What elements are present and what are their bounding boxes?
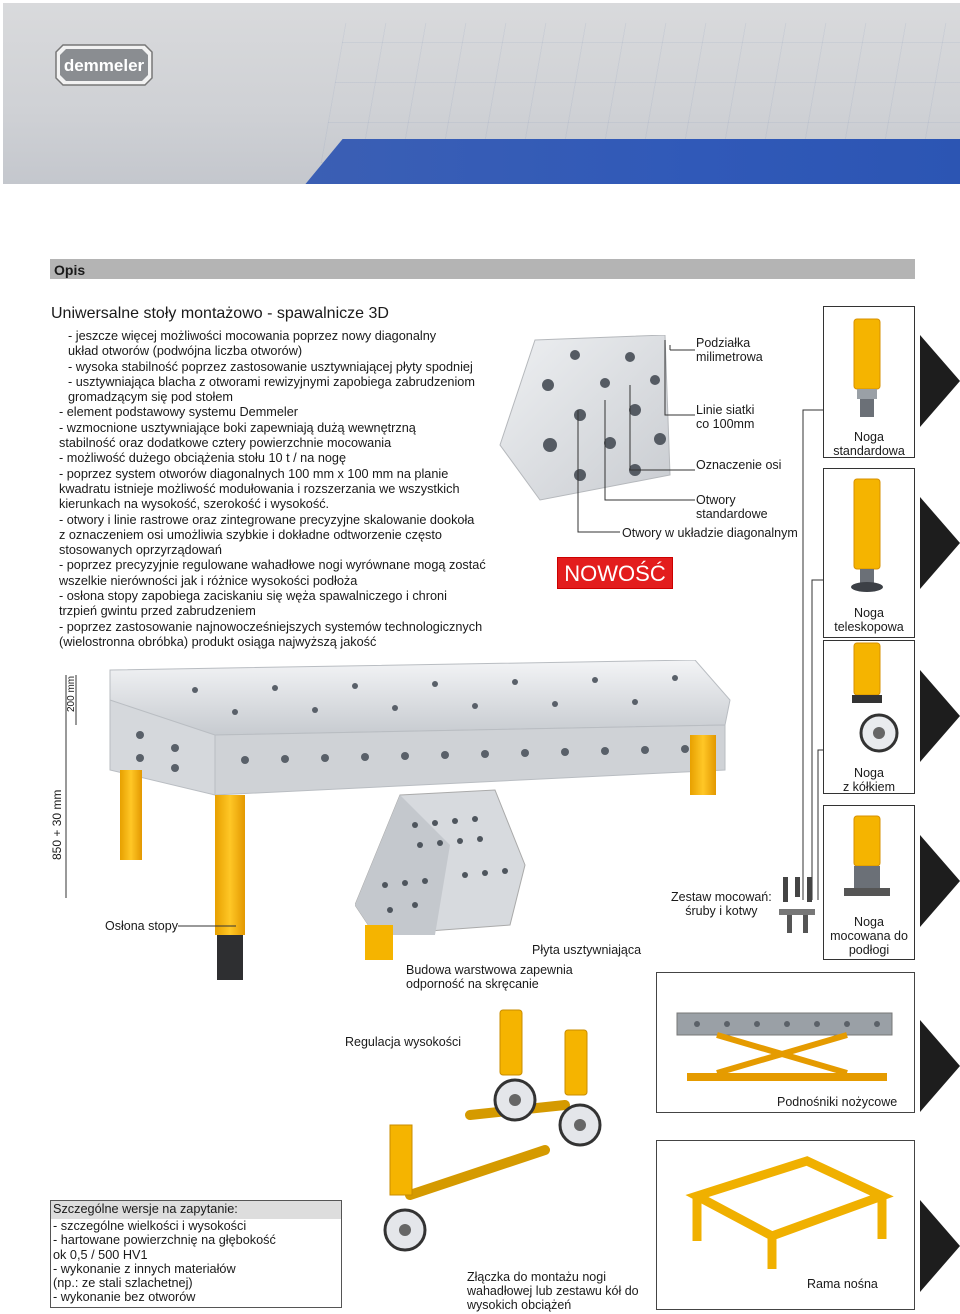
header-banner <box>3 3 960 184</box>
stiffening-plate-image <box>355 785 540 960</box>
support-frame-image <box>657 1141 914 1271</box>
desc-line: - wzmocnione usztywniające boki zapewniają dużą wewnętrzną <box>59 420 416 435</box>
callout-mount-set: Zestaw mocowań: śruby i kotwy <box>671 890 772 918</box>
specials-line: - wykonanie bez otworów <box>53 1290 196 1305</box>
plate-callout-lines <box>540 340 700 540</box>
leg-connector-lines <box>800 380 826 900</box>
desc-line: stabilność oraz dodatkowe cztery powierzchnie mocowania <box>59 436 392 451</box>
leg-standard-box <box>823 306 915 458</box>
dimension-top-label: 200 mm <box>66 675 77 712</box>
specials-line: - wykonanie z innych materiałów <box>53 1261 236 1276</box>
arrow-right-icon <box>920 670 960 762</box>
desc-line: wszelkie nierówności jak i różnice wysokości podłoża <box>59 573 358 588</box>
leg-standard-label: Noga standardowa <box>833 430 905 458</box>
caster-assembly-image <box>360 1005 635 1265</box>
leg-floor-label: Noga mocowana do podłogi <box>830 915 908 957</box>
leg-floor-image <box>824 806 914 910</box>
leg-floor-box <box>823 805 915 960</box>
specials-line: ok 0,5 / 500 HV1 <box>53 1247 148 1262</box>
desc-line: - poprzez zastosowanie najnowocześniejszych systemów technologicznych <box>59 619 483 634</box>
scissor-lift-image <box>657 973 914 1083</box>
desc-line: gromadzącym się pod stołem <box>68 390 234 405</box>
callout-connector: Złączka do montażu nogi wahadłowej lub zestawu kół do wysokich obciążeń <box>467 1270 639 1312</box>
desc-line: (wielostronna obróbka) produkt osiąga najwyższą jakość <box>59 634 377 649</box>
desc-line: - wysoka stabilność poprzez zastosowanie usztywniającej płyty spodniej <box>68 359 473 374</box>
specials-line: - szczególne wielkości i wysokości <box>53 1219 247 1233</box>
arrow-right-icon <box>920 1020 960 1112</box>
logo-text: demmeler <box>63 56 145 75</box>
blue-band <box>303 139 960 184</box>
specials-line: (np.: ze stali szlachetnej) <box>53 1276 193 1291</box>
desc-line: - osłona stopy zapobiega zaciskaniu się węża spawalniczego i chroni <box>59 589 447 604</box>
desc-line: - usztywniająca blacha z otworami rewizyjnymi zapobiega zabrudzeniom <box>68 374 475 389</box>
callout-scale: Podziałka milimetrowa <box>696 336 763 364</box>
dimension-height-label: 850 + 30 mm <box>50 789 64 860</box>
scissor-lift-box <box>656 972 915 1113</box>
scissor-lift-label: Podnośniki nożycowe <box>777 1095 898 1109</box>
desc-line: - poprzez precyzyjnie regulowane wahadłowe nogi wyrównane mogą zostać <box>59 558 486 573</box>
mount-set-image <box>775 875 820 935</box>
arrow-right-icon <box>920 835 960 927</box>
leg-telescopic-box <box>823 468 915 638</box>
callout-grid: Linie siatki co 100mm <box>696 403 755 431</box>
specials-title: Szczególne wersje na zapytanie: <box>53 1202 238 1216</box>
desc-line: kierunkach na wysokość, szerokość i wysokość. <box>59 497 330 512</box>
desc-line: - otwory i linie rastrowe oraz zintegrowane precyzyjne skalowanie dookoła <box>59 512 475 527</box>
callout-holes: Otwory standardowe <box>696 493 768 521</box>
demmeler-logo <box>55 43 153 87</box>
product-title: Uniwersalne stoły montażowo - spawalnicze 3D <box>51 305 389 322</box>
leg-caster-image <box>824 641 914 761</box>
callout-height-adj: Regulacja wysokości <box>345 1035 462 1049</box>
support-frame-label: Rama nośna <box>807 1277 878 1291</box>
desc-line: - możliwość dużego obciążenia stołu 10 t / na nogę <box>59 451 347 466</box>
callout-layered: Budowa warstwowa zapewnia odporność na skręcanie <box>406 963 573 991</box>
new-badge: NOWOŚĆ <box>557 557 673 589</box>
callout-foot-cover: Osłona stopy <box>105 919 178 933</box>
foot-cover-line <box>178 925 238 929</box>
support-frame-box <box>656 1140 915 1310</box>
leg-caster-box <box>823 640 915 794</box>
desc-line: - element podstawowy systemu Demmeler <box>59 405 299 420</box>
callout-diagonal: Otwory w układzie diagonalnym <box>622 526 798 540</box>
special-versions-box <box>50 1200 342 1308</box>
leg-caster-label: Noga z kółkiem <box>842 766 896 794</box>
specials-line: - hartowane powierzchnię na głębokość <box>53 1233 276 1248</box>
arrow-right-icon <box>920 335 960 427</box>
desc-line: trzpień gwintu przed zabrudzeniem <box>59 604 256 619</box>
callout-stiff-plate: Płyta usztywniająca <box>532 943 642 957</box>
desc-line: kwadratu istnieje możliwość modułowania i rozszerzania we wszystkich <box>59 481 460 496</box>
callout-axis: Oznaczenie osi <box>696 458 782 472</box>
desc-line: stosowanych oprzyrządowań <box>59 543 222 558</box>
section-title: Opis <box>50 259 915 279</box>
leg-standard-image <box>824 307 914 425</box>
leg-telescopic-label: Noga teleskopowa <box>834 606 904 634</box>
desc-line: - jeszcze więcej możliwości mocowania poprzez nowy diagonalny <box>68 329 437 343</box>
leg-telescopic-image <box>824 469 914 601</box>
arrow-right-icon <box>920 1200 960 1292</box>
product-description <box>59 329 529 650</box>
desc-line: - poprzez system otworów diagonalnych 100 mm x 100 mm na planie <box>59 466 449 481</box>
desc-line: układ otworów (podwójna liczba otworów) <box>68 344 303 359</box>
desc-line: z oznaczeniem osi umożliwia szybkie i dokładne odtworzenie często <box>59 527 442 542</box>
arrow-right-icon <box>920 497 960 589</box>
